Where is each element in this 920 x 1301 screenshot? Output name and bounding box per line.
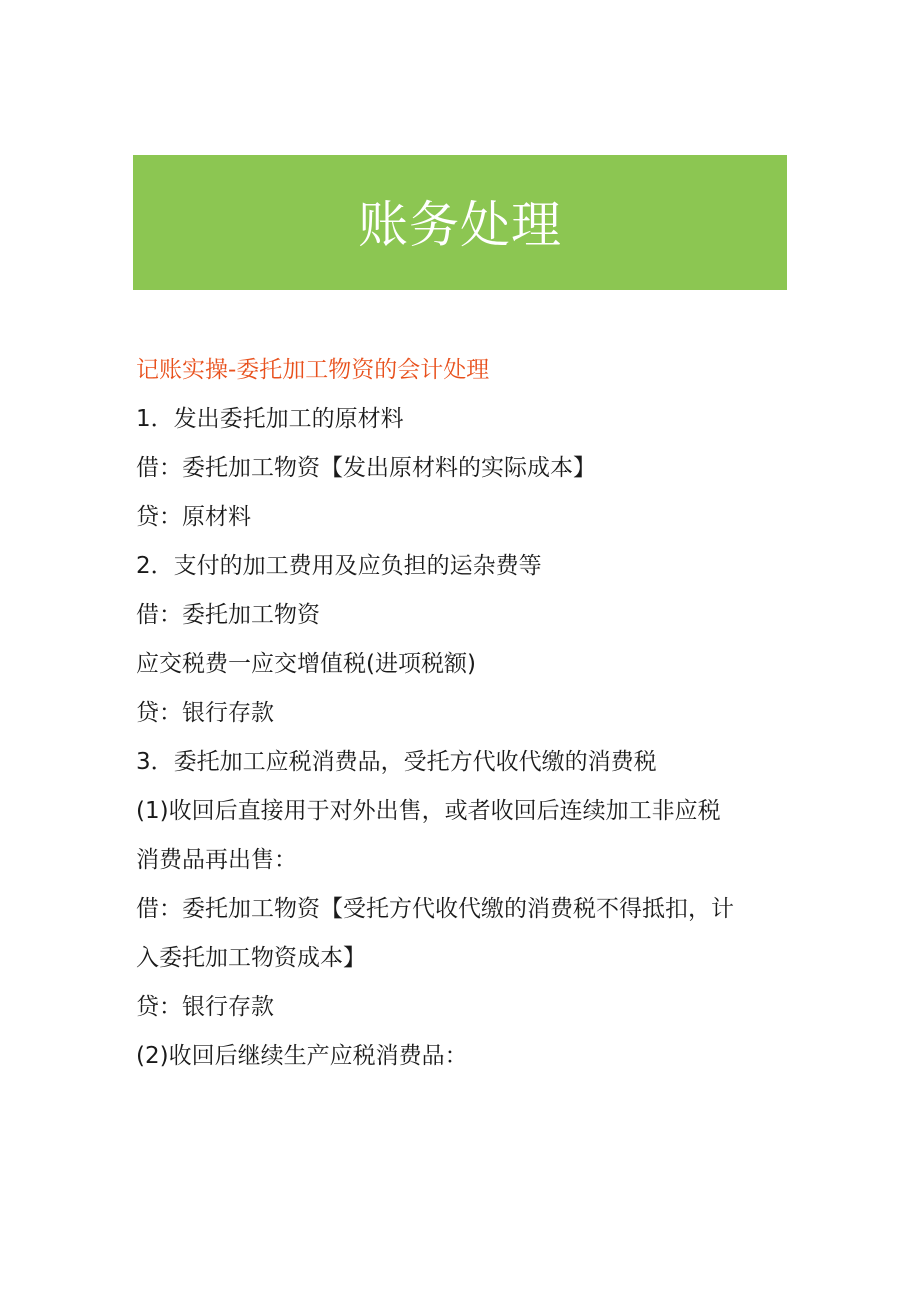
text-line: (1)收回后直接用于对外出售，或者收回后连续加工非应税 [136, 798, 721, 824]
text-line: 贷：银行存款 [136, 700, 274, 726]
text-line: 应交税费一应交增值税(进项税额) [136, 651, 476, 677]
text-line: 消费品再出售： [136, 847, 297, 873]
text-line: 借：委托加工物资【发出原材料的实际成本】 [136, 455, 596, 481]
text-line: 2．支付的加工费用及应负担的运杂费等 [136, 553, 542, 579]
text-line: 贷：原材料 [136, 504, 251, 530]
section-heading: 记账实操-委托加工物资的会计处理 [136, 357, 490, 383]
text-line: 借：委托加工物资【受托方代收代缴的消费税不得抵扣，计 [136, 896, 734, 922]
text-line: 1．发出委托加工的原材料 [136, 406, 404, 432]
text-line: 3．委托加工应税消费品，受托方代收代缴的消费税 [136, 749, 657, 775]
text-line: 借：委托加工物资 [136, 602, 320, 628]
text-line: 入委托加工物资成本】 [136, 945, 366, 971]
banner-title: 账务处理 [358, 195, 562, 254]
text-line: 贷：银行存款 [136, 994, 274, 1020]
text-line: (2)收回后继续生产应税消费品： [136, 1043, 468, 1069]
document-body [136, 346, 786, 1081]
title-banner [133, 155, 787, 290]
